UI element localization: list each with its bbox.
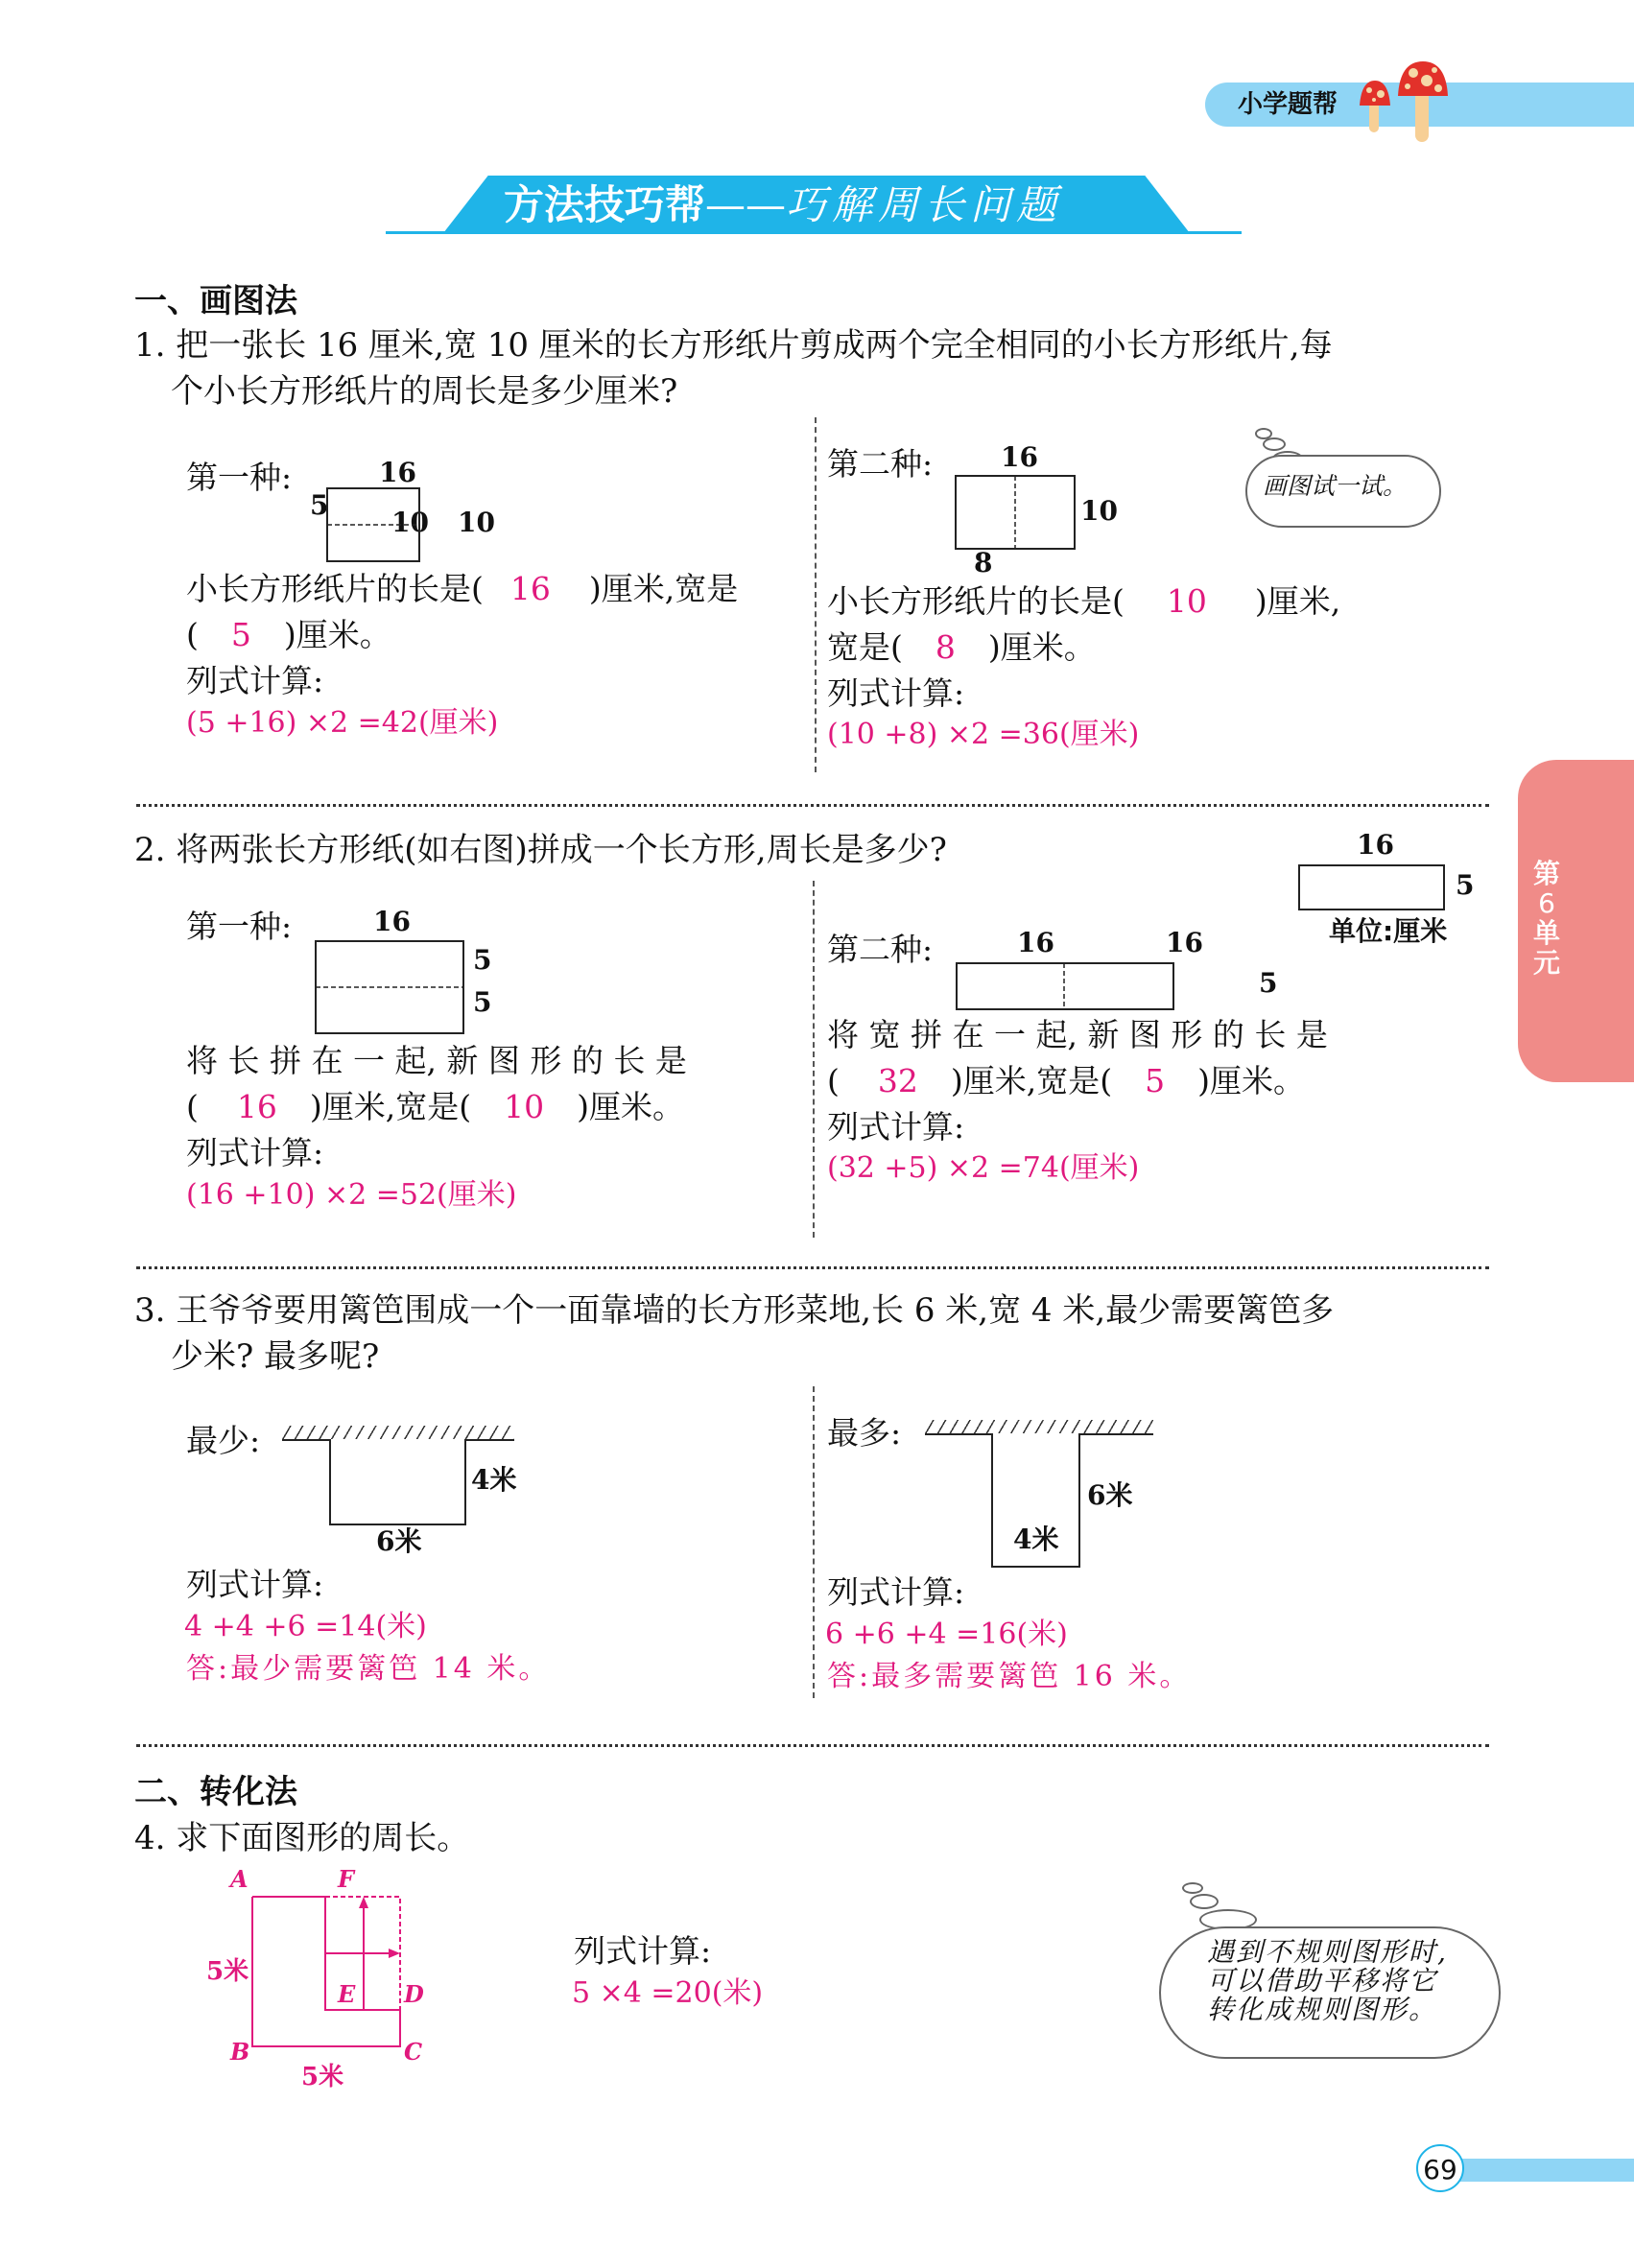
q1-m2-dim-top: 16: [1001, 441, 1038, 473]
q1-m1-answer-length: 16: [509, 570, 551, 607]
mushroom-icon: [1358, 59, 1473, 146]
section-heading-transform-method: 二、转化法: [134, 1773, 297, 1811]
q1-m2-dim-right: 10: [1080, 495, 1118, 527]
page-number: 69: [1416, 2144, 1464, 2192]
q3-most-dim-bottom: 4米: [1013, 1524, 1059, 1555]
q1-m1-sentence-line2: ( 5 )厘米。: [186, 616, 391, 653]
q2-m1-answer-length: 16: [236, 1088, 277, 1125]
q2-ref-unit: 单位:厘米: [1329, 915, 1448, 947]
q1-m1-rectangle: [295, 489, 296, 490]
q1-m2-answer-length: 10: [1166, 582, 1207, 620]
q2-ref-dim-top: 16: [1357, 829, 1394, 861]
q1-m1-calc: (5 +16) ×2 =42(厘米): [186, 706, 499, 740]
q3-least-rectangle: [329, 1439, 466, 1525]
q1-m2-calc: (10 +8) ×2 =36(厘米): [827, 718, 1140, 751]
q1-m1-answer-width: 5: [230, 616, 251, 653]
q2-m1-sentence-line1: 将 长 拼 在 一 起, 新 图 形 的 长 是: [186, 1042, 687, 1079]
q3-least-dim-bottom: 6米: [376, 1525, 422, 1557]
q1-m1-dim-right-label: 10: [458, 507, 495, 538]
q3-most-dim-right: 6米: [1087, 1479, 1133, 1511]
q4-point-f: F: [338, 1865, 355, 1893]
q2-m2-sentence-line1: 将 宽 拼 在 一 起, 新 图 形 的 长 是: [827, 1016, 1328, 1053]
q1-m2-sentence-line1: 小长方形纸片的长是( 10 )厘米,: [827, 582, 1341, 620]
q1-m1-dim-top: 16: [379, 457, 416, 488]
q1-m2-calc-label: 列式计算:: [827, 674, 965, 712]
unit-side-tab-label: 第 6 单 元: [1532, 858, 1560, 979]
q3-text-line2: 少米? 最多呢?: [171, 1337, 380, 1376]
q3-least-answer: 答:最少需要篱笆 14 米。: [186, 1652, 551, 1686]
q2-ref-rectangle: [1298, 864, 1445, 910]
q3-most-calc-label: 列式计算:: [827, 1573, 965, 1611]
thought-bubble-2-text: 遇到不规则图形时, 可以借助平移将它 转化成规则图形。: [1207, 1936, 1448, 2025]
q2-column-divider: [813, 881, 815, 1238]
q3-most-calc: 6 +6 +4 =16(米): [825, 1618, 1068, 1651]
brand-label: 小学题帮: [1238, 90, 1338, 119]
q1-m1-dim-right: 10: [391, 507, 429, 538]
q3-least-label: 最少:: [186, 1422, 261, 1459]
q3-most-label: 最多:: [827, 1414, 902, 1452]
q4-point-b: B: [230, 2038, 250, 2066]
q2-m2-diagram: [956, 962, 1178, 1012]
q1-method1-label: 第一种:: [186, 459, 293, 496]
page-title-sub: 巧解周长问题: [786, 181, 1063, 228]
q4-point-e: E: [338, 1980, 356, 2008]
q2-m1-sentence-line2: ( 16 )厘米,宽是( 10 )厘米。: [186, 1088, 684, 1125]
q1-m1-sentence-line1: 小长方形纸片的长是( 16 )厘米,宽是: [186, 570, 739, 607]
q2-m2-calc-label: 列式计算:: [827, 1108, 965, 1146]
q2-m2-sentence-line2: ( 32 )厘米,宽是( 5 )厘米。: [827, 1062, 1305, 1099]
q1-m2-sentence-line2: 宽是( 8 )厘米。: [827, 628, 1096, 666]
q1-m2-dim-bottom: 8: [974, 547, 993, 579]
q2-ref-dim-right: 5: [1456, 869, 1475, 901]
divider-q3-section2: [136, 1744, 1489, 1747]
q1-m1-calc-label: 列式计算:: [186, 662, 324, 699]
q1-text-line1: 1. 把一张长 16 厘米,宽 10 厘米的长方形纸片剪成两个完全相同的小长方形纸片,每: [134, 326, 1333, 365]
q4-calc-label: 列式计算:: [574, 1932, 712, 1970]
q4-point-a: A: [230, 1865, 249, 1893]
q2-m2-dim-right: 5: [1259, 967, 1278, 999]
q3-column-divider: [813, 1386, 815, 1698]
q2-text-line1: 2. 将两张长方形纸(如右图)拼成一个长方形,周长是多少?: [134, 831, 947, 869]
q2-m1-dim-top: 16: [373, 906, 411, 937]
q1-m2-answer-width: 8: [935, 628, 956, 666]
q4-text-line1: 4. 求下面图形的周长。: [134, 1819, 470, 1857]
q2-m1-calc-label: 列式计算:: [186, 1134, 324, 1171]
section-heading-drawing-method: 一、画图法: [134, 282, 297, 320]
q3-text-line1: 3. 王爷爷要用篱笆围成一个一面靠墙的长方形菜地,长 6 米,宽 4 米,最少需要篱笆多: [134, 1291, 1335, 1330]
q3-most-answer: 答:最多需要篱笆 16 米。: [827, 1660, 1192, 1693]
q2-m1-dim-right-top: 5: [473, 944, 492, 976]
q4-point-d: D: [404, 1980, 424, 2008]
q4-dim-bottom: 5米: [301, 2063, 344, 2091]
page-title-main: 方法技巧帮: [504, 181, 706, 228]
q2-m2-answer-width: 5: [1145, 1062, 1166, 1099]
thought-bubble-2-dot-small: [1182, 1882, 1203, 1894]
q2-method1-label: 第一种:: [186, 908, 293, 945]
q2-m2-dim-top-right: 16: [1166, 927, 1203, 958]
q1-m1-dim-left: 5: [310, 489, 329, 521]
q2-m1-answer-width: 10: [504, 1088, 545, 1125]
thought-bubble-2-dot-mid: [1190, 1894, 1219, 1909]
thought-bubble-text: 画图试一试。: [1263, 472, 1408, 500]
page-title: [504, 178, 1062, 232]
q1-m1-rect: [294, 489, 295, 490]
q4-point-c: C: [404, 2038, 423, 2066]
q4-dim-left: 5米: [206, 1957, 249, 1986]
q3-least-calc-label: 列式计算:: [186, 1566, 324, 1603]
q2-m1-calc: (16 +10) ×2 =52(厘米): [186, 1178, 517, 1212]
q1-method2-label: 第二种:: [827, 445, 934, 483]
divider-q2-q3: [136, 1266, 1489, 1269]
q1-m1-diagram: [326, 487, 461, 564]
q4-calc: 5 ×4 =20(米): [572, 1976, 764, 2010]
divider-q1-q2: [136, 804, 1489, 807]
q2-m2-calc: (32 +5) ×2 =74(厘米): [827, 1151, 1140, 1185]
q2-method2-label: 第二种:: [827, 931, 934, 968]
q3-least-dim-right: 4米: [471, 1464, 517, 1496]
q2-m2-dim-top-left: 16: [1017, 927, 1054, 958]
page-title-dash: ——: [705, 181, 787, 228]
q3-least-calc: 4 +4 +6 =14(米): [184, 1610, 427, 1643]
q4-figure: [245, 1890, 408, 2053]
q1-m2-diagram: [955, 475, 1079, 552]
q1-column-divider: [815, 417, 817, 772]
thought-bubble-dot-mid: [1263, 437, 1286, 451]
q2-m1-diagram: [315, 940, 468, 1036]
q2-m2-answer-length: 32: [877, 1062, 918, 1099]
q1-text-line2: 个小长方形纸片的周长是多少厘米?: [171, 372, 678, 411]
page-number-bar: [1449, 2159, 1634, 2182]
q2-m1-dim-right-bottom: 5: [473, 986, 492, 1018]
